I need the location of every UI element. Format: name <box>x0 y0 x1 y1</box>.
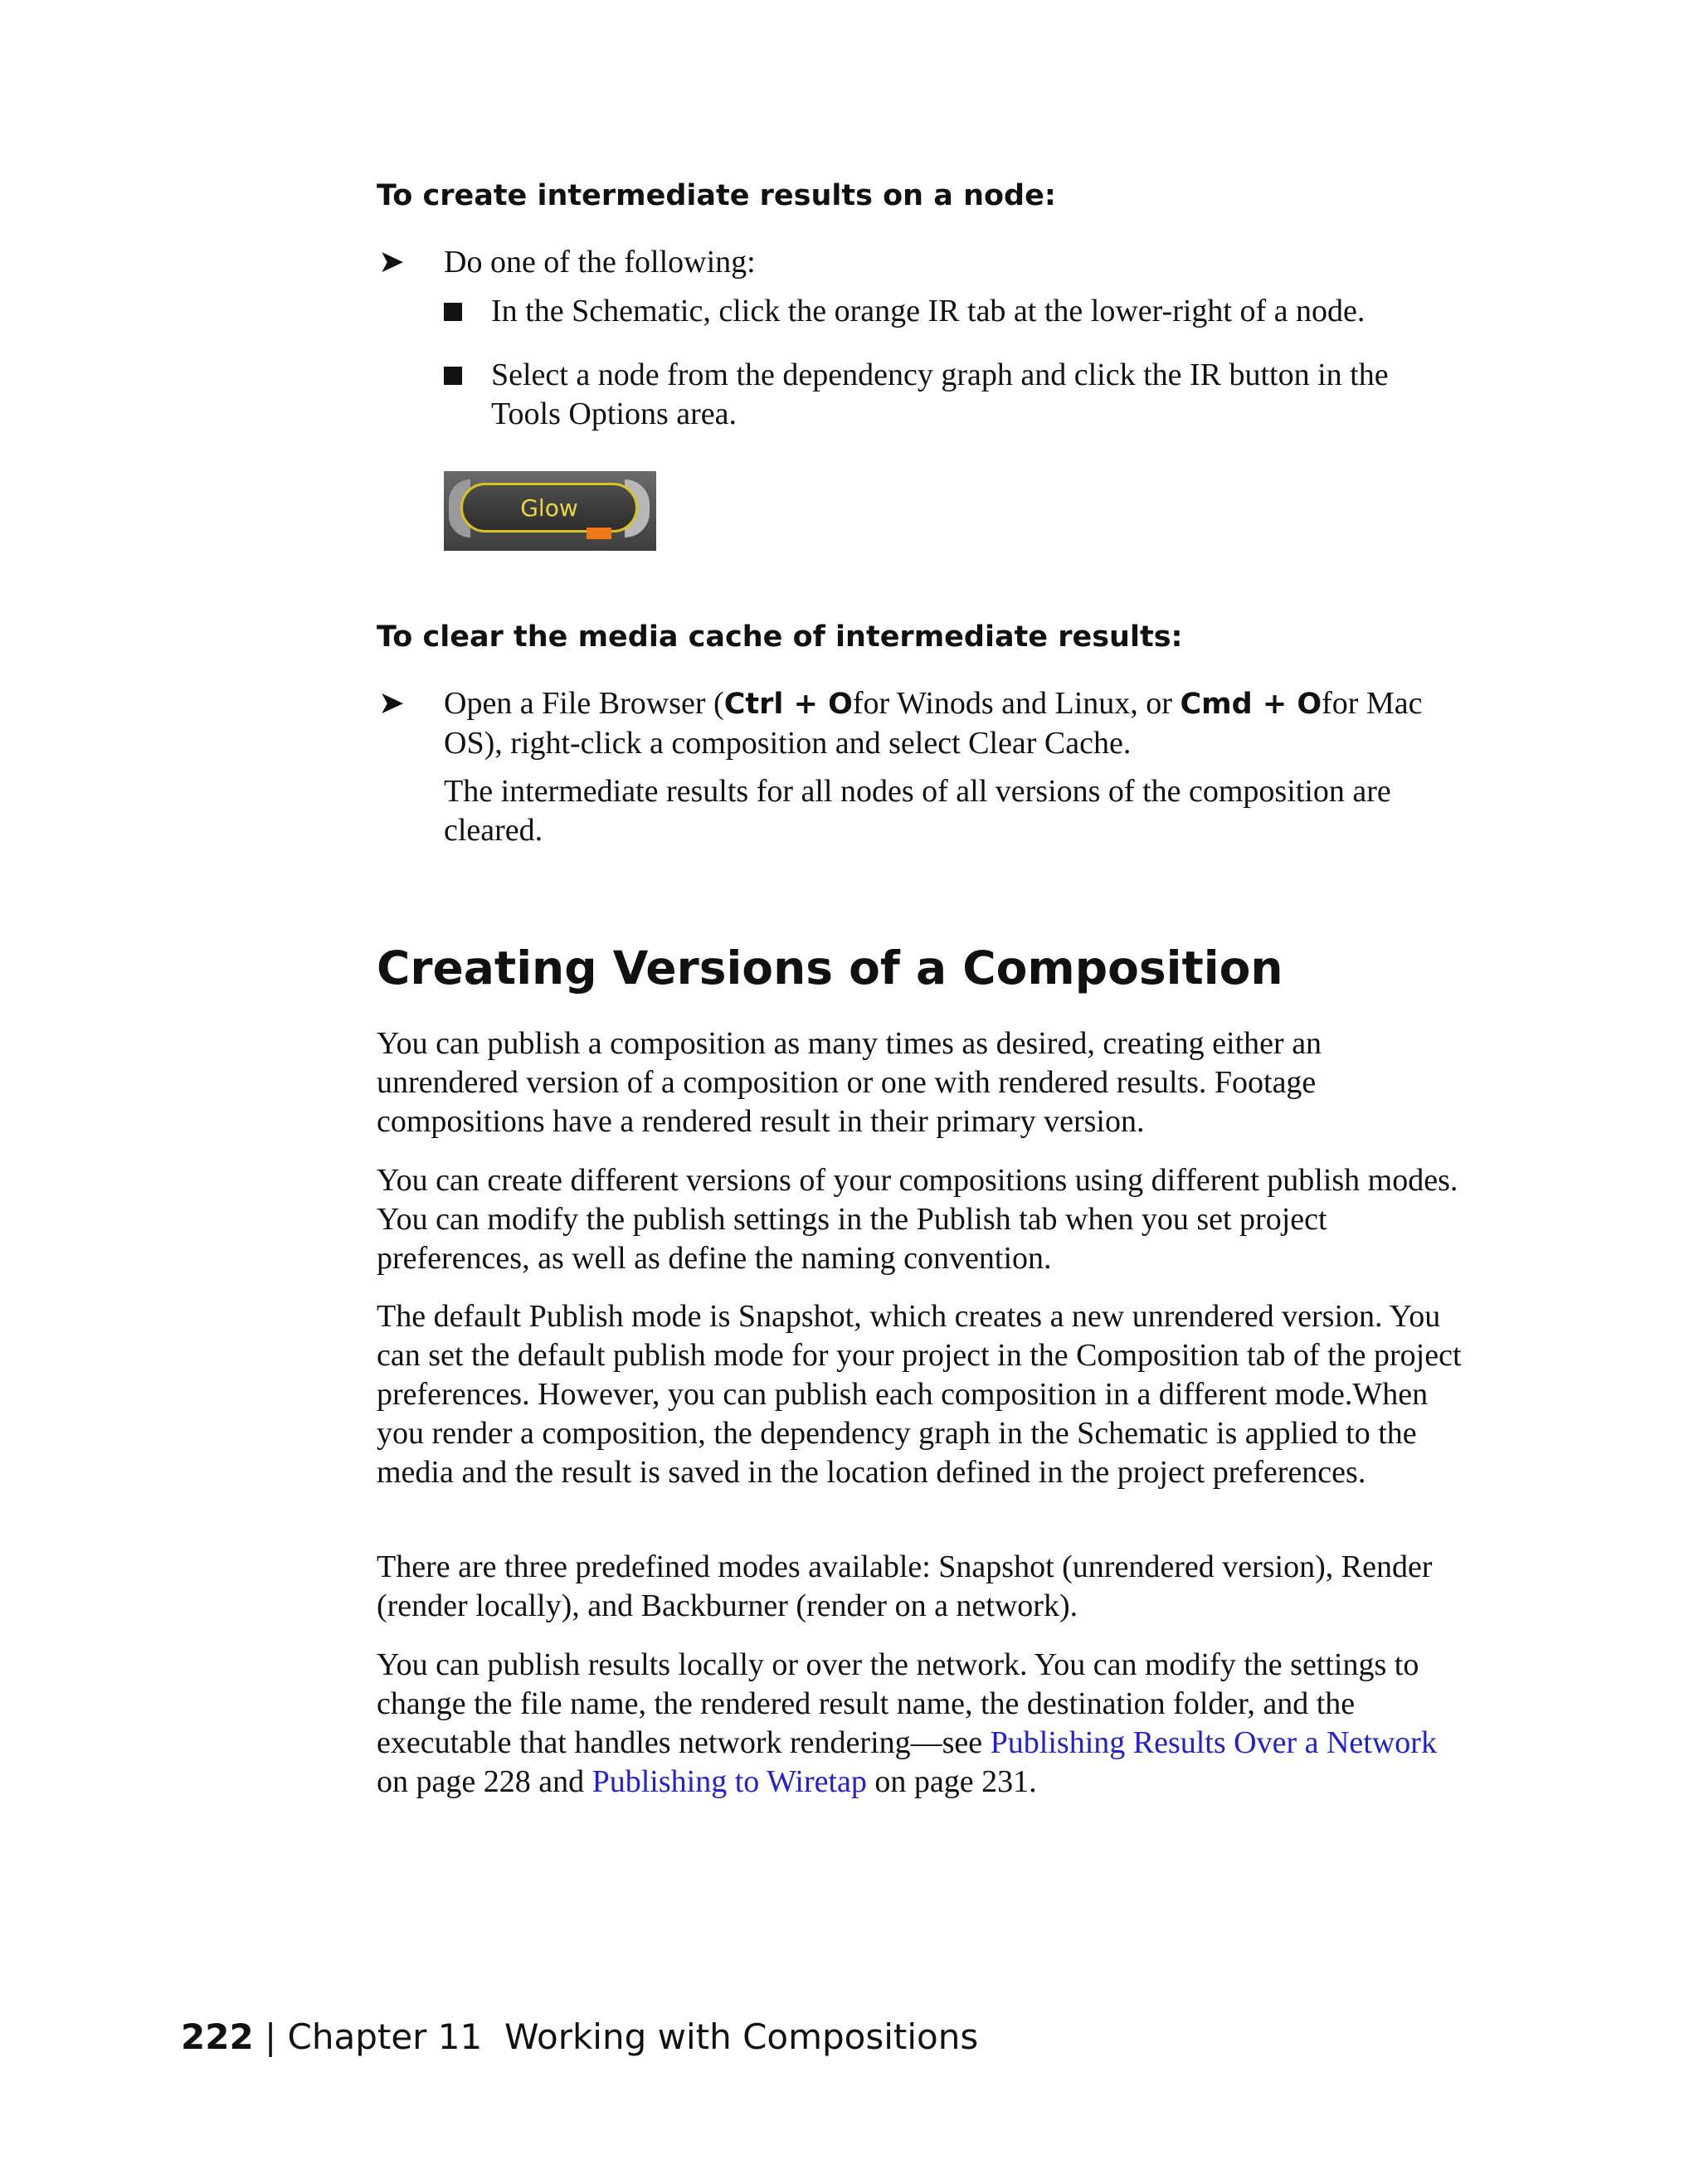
square-bullet-icon <box>444 303 462 321</box>
square-bullet-icon <box>444 367 462 385</box>
glow-node-figure <box>444 471 656 551</box>
step-arrow-icon: ➤ <box>378 686 405 721</box>
key-cmd: Cmd <box>1180 688 1253 721</box>
body-paragraph: You can create different versions of your compositions using different publish modes. You can modify the publish settings in the Publish tab when you set project preferences, as well as define the naming convention. <box>377 1163 1458 1276</box>
step-text: Do one of the following: <box>444 245 756 280</box>
procedure-heading-intermediate-results: To create intermediate results on a node: <box>377 179 1056 212</box>
body-paragraph: You can publish a composition as many times as desired, creating either an unrendered version of a composition or one with rendered results. Footage compositions have a rendered result in their primary version. <box>377 1026 1322 1139</box>
link-publishing-to-wiretap[interactable]: Publishing to Wiretap <box>591 1764 867 1799</box>
step-result-text: The intermediate results for all nodes of all versions of the composition are cleared. <box>444 774 1391 848</box>
page-footer: 222 | Chapter 11 Working with Compositions <box>181 2016 979 2057</box>
glow-node-label: Glow <box>520 494 578 522</box>
procedure-heading-clear-cache: To clear the media cache of intermediate results: <box>377 620 1183 654</box>
chapter-label: Chapter 11 <box>287 2016 483 2057</box>
page-number: 222 <box>181 2016 254 2057</box>
body-paragraph: The default Publish mode is Snapshot, which creates a new unrendered version. You can set the default publish mode for your project in the Composition tab of the project preferences. However, you can publish each composition in a different mode.When you render a composition, the dependency graph in the Schematic is applied to the media and the result is saved in the location defined in the project preferences. <box>377 1299 1462 1490</box>
ir-tab-icon <box>587 528 611 539</box>
key-o: O <box>1297 688 1322 721</box>
step-arrow-icon: ➤ <box>378 245 405 280</box>
section-title: Creating Versions of a Composition <box>377 941 1283 995</box>
key-o: O <box>828 688 853 721</box>
bullet-item: In the Schematic, click the orange IR tab at the lower-right of a node. <box>491 294 1366 328</box>
link-publishing-results-over-network[interactable]: Publishing Results Over a Network <box>990 1725 1437 1760</box>
body-paragraph: There are three predefined modes available: Snapshot (unrendered version), Render (render locally), and Backburner (render on a network). <box>377 1549 1433 1623</box>
key-ctrl: Ctrl <box>723 688 784 721</box>
chapter-title: Working with Compositions <box>504 2016 979 2057</box>
body-paragraph-links: You can publish results locally or over the network. You can modify the settings to change the file name, the rendered result name, the destination folder, and the executable that handles network rendering—see Publishing Results Over a Network on page 228 and Publishing to Wiretap on page 231. <box>377 1647 1437 1799</box>
glow-node <box>460 483 638 533</box>
clear-cache-step: Open a File Browser (Ctrl + Ofor Winods and Linux, or Cmd + Ofor Mac OS), right-click a composition and select Clear Cache. <box>444 686 1423 761</box>
bullet-item: Select a node from the dependency graph and click the IR button in the Tools Options area. <box>491 358 1389 431</box>
